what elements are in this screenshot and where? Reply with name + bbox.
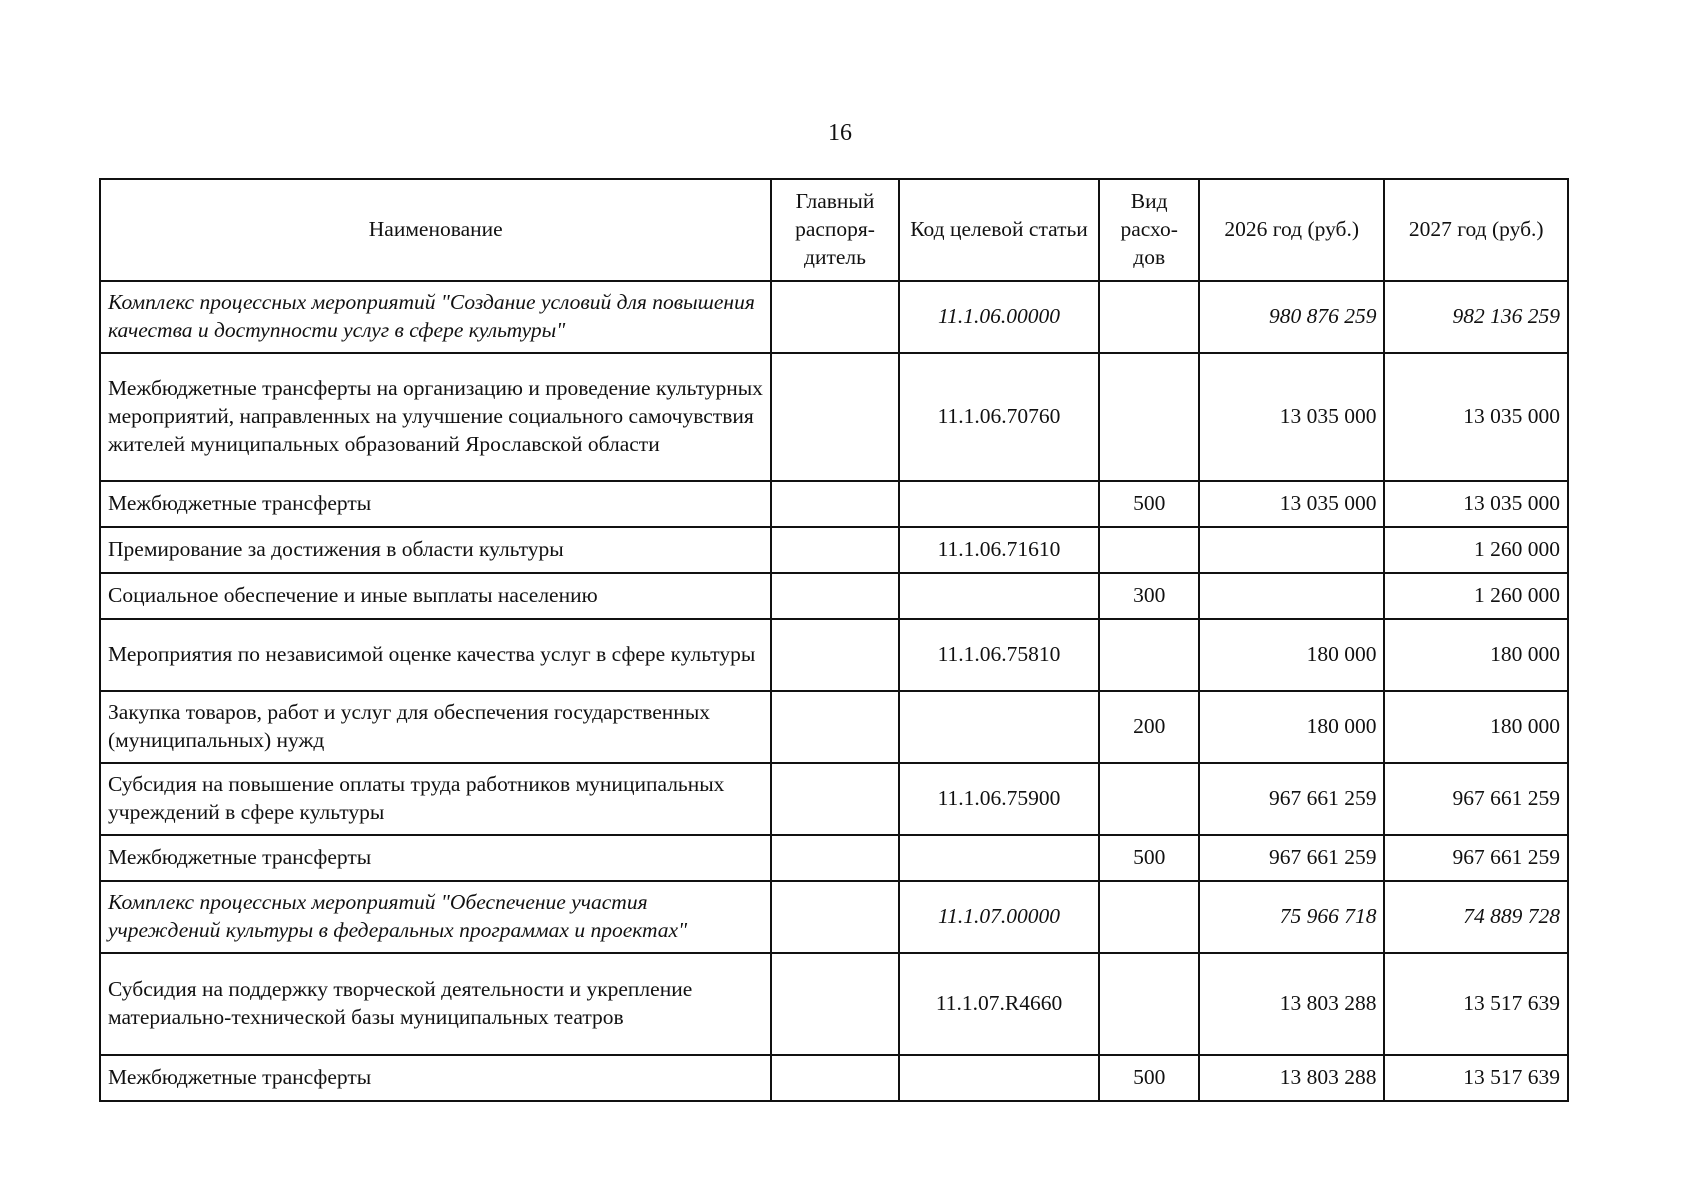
row-2026: 180 000 [1199,691,1385,763]
row-2027: 13 517 639 [1384,953,1568,1055]
row-2026: 980 876 259 [1199,281,1385,353]
row-vid [1099,527,1198,573]
row-manager [771,835,898,881]
row-2027: 180 000 [1384,691,1568,763]
header-2026: 2026 год (руб.) [1199,179,1385,281]
row-vid [1099,281,1198,353]
header-name: Наименование [100,179,771,281]
row-vid [1099,619,1198,691]
row-name: Субсидия на поддержку творческой деятельности и укрепление материально-технической базы муниципальных театров [100,953,771,1055]
row-manager [771,527,898,573]
header-manager: Главный распоря-дитель [771,179,898,281]
row-vid [1099,763,1198,835]
row-manager [771,881,898,953]
row-vid [1099,953,1198,1055]
row-manager [771,1055,898,1101]
row-code: 11.1.06.70760 [899,353,1100,481]
table-row [100,481,1568,527]
row-name: Субсидия на повышение оплаты труда работников муниципальных учреждений в сфере культуры [100,763,771,835]
row-2026: 13 035 000 [1199,481,1385,527]
row-name: Межбюджетные трансферты на организацию и проведение культурных мероприятий, направленных на улучшение социального самочувствия жителей муниципальных образований Ярославской области [100,353,771,481]
row-code: 11.1.06.75810 [899,619,1100,691]
row-2027: 967 661 259 [1384,835,1568,881]
row-vid: 300 [1099,573,1198,619]
row-vid: 500 [1099,1055,1198,1101]
row-manager [771,763,898,835]
header-vid: Вид расхо-дов [1099,179,1198,281]
row-code: 11.1.07.00000 [899,881,1100,953]
row-2026: 75 966 718 [1199,881,1385,953]
row-name: Комплекс процессных мероприятий "Обеспечение участия учреждений культуры в федеральных программах и проектах" [100,881,771,953]
row-2027: 967 661 259 [1384,763,1568,835]
row-2026: 180 000 [1199,619,1385,691]
header-code: Код целевой статьи [899,179,1100,281]
row-2026: 13 035 000 [1199,353,1385,481]
row-code [899,481,1100,527]
row-name: Межбюджетные трансферты [100,481,771,527]
row-2027: 13 035 000 [1384,481,1568,527]
row-manager [771,619,898,691]
row-code [899,835,1100,881]
row-name: Межбюджетные трансферты [100,835,771,881]
row-2027: 982 136 259 [1384,281,1568,353]
row-vid: 200 [1099,691,1198,763]
row-manager [771,953,898,1055]
row-2026: 967 661 259 [1199,835,1385,881]
row-2027: 13 035 000 [1384,353,1568,481]
row-2026 [1199,573,1385,619]
row-2027: 13 517 639 [1384,1055,1568,1101]
row-code: 11.1.06.75900 [899,763,1100,835]
table-row [100,573,1568,619]
row-name: Мероприятия по независимой оценке качества услуг в сфере культуры [100,619,771,691]
row-2026: 13 803 288 [1199,1055,1385,1101]
row-2026: 967 661 259 [1199,763,1385,835]
row-code: 11.1.07.R4660 [899,953,1100,1055]
table-row [100,691,1568,763]
row-2027: 180 000 [1384,619,1568,691]
row-name: Закупка товаров, работ и услуг для обеспечения государственных (муниципальных) нужд [100,691,771,763]
table-row [100,953,1568,1055]
row-manager [771,353,898,481]
page-number: 16 [828,120,852,146]
row-manager [771,573,898,619]
table-row [100,619,1568,691]
row-2027: 1 260 000 [1384,527,1568,573]
row-manager [771,281,898,353]
row-manager [771,691,898,763]
row-vid [1099,353,1198,481]
row-code: 11.1.06.00000 [899,281,1100,353]
table-row [100,835,1568,881]
row-name: Премирование за достижения в области культуры [100,527,771,573]
row-code [899,691,1100,763]
table-row [100,281,1568,353]
row-name: Комплекс процессных мероприятий "Создание условий для повышения качества и доступности услуг в сфере культуры" [100,281,771,353]
row-2027: 74 889 728 [1384,881,1568,953]
row-2026 [1199,527,1385,573]
table-row [100,881,1568,953]
row-vid [1099,881,1198,953]
table-row [100,763,1568,835]
row-name: Межбюджетные трансферты [100,1055,771,1101]
row-manager [771,481,898,527]
budget-table [99,178,1569,1102]
table-row [100,1055,1568,1101]
row-code: 11.1.06.71610 [899,527,1100,573]
table-header-row [100,179,1568,281]
row-name: Социальное обеспечение и иные выплаты населению [100,573,771,619]
table-row [100,527,1568,573]
row-vid: 500 [1099,481,1198,527]
row-2026: 13 803 288 [1199,953,1385,1055]
row-vid: 500 [1099,835,1198,881]
row-code [899,573,1100,619]
row-2027: 1 260 000 [1384,573,1568,619]
row-code [899,1055,1100,1101]
table-row [100,353,1568,481]
header-2027: 2027 год (руб.) [1384,179,1568,281]
